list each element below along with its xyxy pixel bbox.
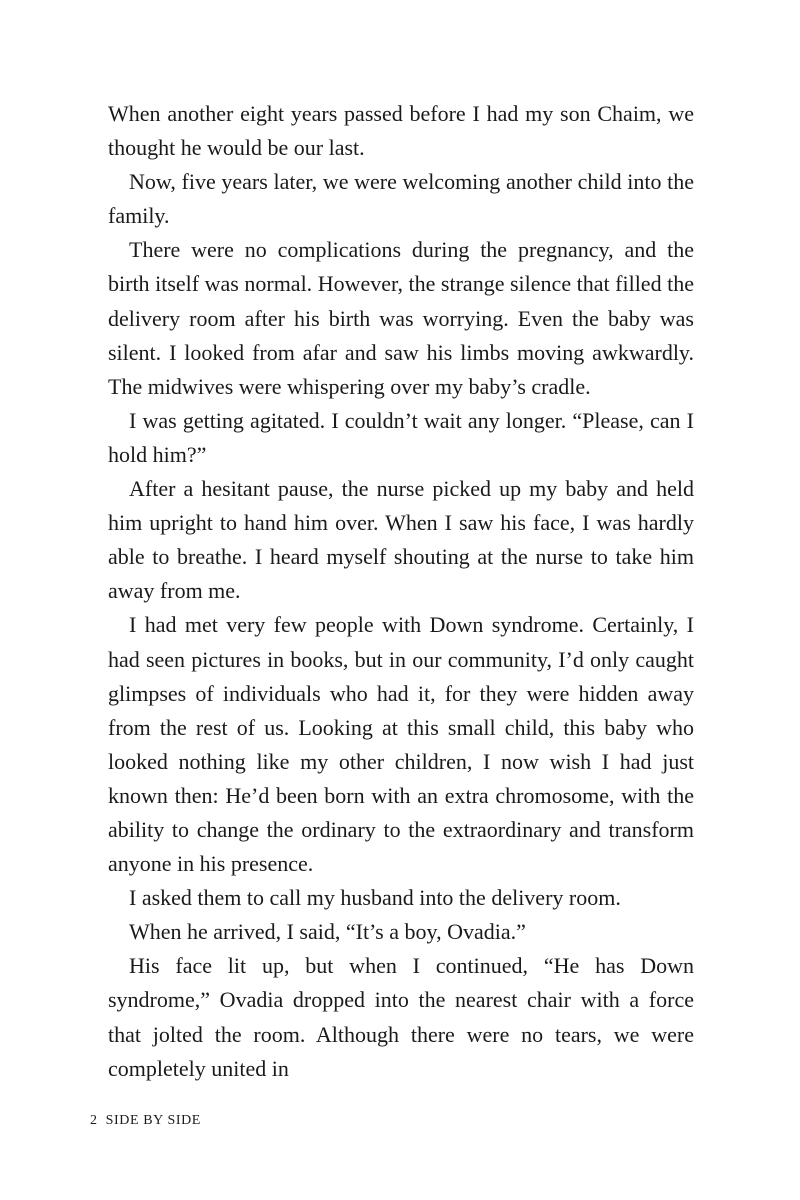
paragraph-3: There were no complications during the pregnancy, and the birth itself was normal. However, the strange silence that filled the delivery room after his birth was worrying. Even the baby was silent. I looked from afar and saw his limbs moving awkwardly. The midwives were whispering over my baby’s cradle.: [108, 237, 694, 399]
paragraph-1: When another eight years passed before I had my son Chaim, we thought he would be our last.: [108, 101, 694, 161]
page-footer: [90, 1113, 201, 1129]
page-number: 2: [90, 1113, 98, 1128]
paragraph-2: Now, five years later, we were welcoming another child into the family.: [108, 169, 694, 229]
paragraph-9: His face lit up, but when I continued, “He has Down syndrome,” Ovadia dropped into the nearest chair with a force that jolted the room. Although there were no tears, we were completely united in: [108, 953, 694, 1081]
paragraph-7: I asked them to call my husband into the delivery room.: [129, 885, 621, 911]
running-head: SIDE BY SIDE: [105, 1113, 201, 1128]
paragraph-5: After a hesitant pause, the nurse picked up my baby and held him upright to hand him over. When I saw his face, I was hardly able to breathe. I heard myself shouting at the nurse to take him away from me.: [108, 476, 694, 604]
paragraph-6: I had met very few people with Down syndrome. Certainly, I had seen pictures in books, but in our community, I’d only caught glimpses of individuals who had it, for they were hidden away from the rest of us. Looking at this small child, this baby who looked nothing like my other children, I now wish I had just known then: He’d been born with an extra chromosome, with the ability to change the ordinary to the extraordinary and transform anyone in his presence.: [108, 612, 694, 877]
paragraph-8: When he arrived, I said, “It’s a boy, Ovadia.”: [129, 919, 526, 945]
paragraph-4: I was getting agitated. I couldn’t wait any longer. “Please, can I hold him?”: [108, 407, 694, 467]
page-body: [108, 97, 694, 1086]
